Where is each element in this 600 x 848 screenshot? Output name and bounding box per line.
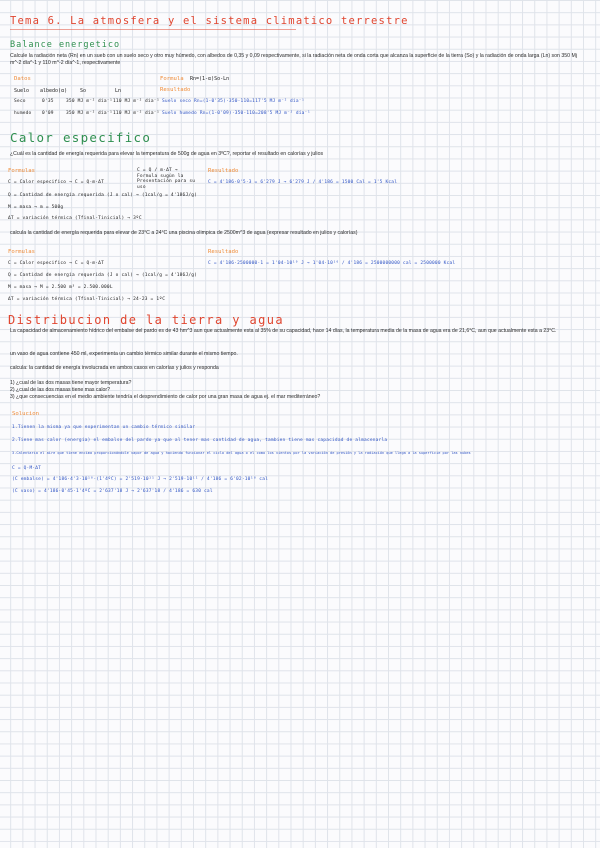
p2-result: C = 4'186·2500000·1 = 1'04·10¹⁰ J → 1'04·10¹⁰ / 4'186 = 2500000000 cal = 2500000 Kcal — [208, 261, 456, 266]
row-seco-so: 350 MJ m⁻² día⁻¹ — [66, 99, 113, 104]
question-2: 2) ¿cual de las dos masas tiene mas calor? — [10, 387, 111, 393]
p2-line-c: C = Calor especifico → C = Q·m·ΔT — [8, 261, 105, 266]
answer-2: 2.Tiene mas calor (energía) el embalse del pardo ya que al tener mas cantidad de agua, tambien tiene mas capacidad de almacenarla — [12, 438, 388, 443]
calc-line-vaso: (C vaso) = 4'186·0'45·1'4ºC = 2'637'18 J → 2'637'18 / 4'186 = 630 cal — [12, 489, 213, 494]
table-header-so: So — [80, 88, 87, 94]
table-header-ln: Ln — [115, 88, 122, 94]
row-humedo-so: 350 MJ m⁻² día⁻¹ — [66, 111, 113, 116]
section2-problem1: ¿Cuál es la cantidad de energía requerida para elevar la temperatura de 500g de agua en 3ºC?, reportar el resultado en calorías y julios — [10, 151, 324, 157]
section1-problem: Calcule la radiación neta (Rn) en un sueb con un suelo seco y otro muy húmedo, con albedos de 0,35 y 0,09 respectivamente, si la radiación neta de onda corta que alcanza la superficie de la tierra (So) y la radiación de onda larga (Ln) son 350 Mj m^-2 día^-1 y 110 m^-2 día^-1, respectivamente — [10, 53, 577, 67]
resultado-label-2: Resultado — [208, 168, 239, 174]
datos-label: Datos — [14, 76, 31, 82]
row-humedo-albedo: 0'09 — [42, 111, 54, 116]
resultado-label-3: Resultado — [208, 249, 239, 255]
result-seco: Suelo seco Rn=(1-0'35)·350-110=117'5 MJ m⁻² día⁻¹ — [162, 99, 305, 104]
row-seco-ln: 110 MJ m⁻² día⁻¹ — [113, 99, 160, 104]
row-seco-albedo: 0'35 — [42, 99, 54, 104]
section3-line2: un vaso de agua contiene 450 ml, experimenta un cambio térmico similar durante el mismo tiempo. — [10, 351, 238, 357]
table-header-albedo: albedo(α) — [40, 88, 68, 94]
row-humedo-suelo: humedo — [14, 111, 32, 116]
title-underline — [10, 29, 296, 30]
result-humedo: Suelo humedo Rn=(1-0'09)·350-110=208'5 MJ m⁻² día⁻¹ — [162, 111, 311, 116]
p2-line-dt: ΔT = variación térmica (Tfinal-Tinicial) → 24-23 = 1ºC — [8, 297, 166, 302]
formulas-label-2: Formulas — [8, 249, 35, 255]
p1-line-q: Q = Cantidad de energía requerida (J o cal) → (1cal/g = 4'186J/g) — [8, 193, 198, 198]
formula-label: Formula — [160, 76, 184, 82]
p1-result: C = 4'186·0'5·3 = 6'279 J → 6'279 J / 4'186 = 1500 Cal = 1'5 Kcal — [208, 180, 398, 185]
formulas-label-1: Formulas — [8, 168, 35, 174]
section3-heading: Distribucion de la tierra y agua — [8, 313, 284, 327]
resultado-label-1: Resultado — [160, 87, 191, 93]
calc-line-embalse: (C embalse) = 4'186·4'3·10¹⁰·(1'4ºC) = 2'519·10¹¹ J → 2'519·10¹¹ / 4'186 = 6'02·10¹⁰ cal — [12, 477, 269, 482]
p1-line-m: M = masa → m = 500g — [8, 205, 64, 210]
p2-line-m: M = masa → M = 2.500 m³ = 2.500.000L — [8, 285, 113, 290]
p1-line-c: C = Calor especifico → C = Q·m·ΔT — [8, 180, 105, 185]
calc-line-formula: C = Q·M·ΔT — [12, 466, 42, 471]
solucion-label: Solucion — [12, 411, 39, 417]
p2-line-q: Q = Cantidad de energía requerida (J o cal) → (1cal/g = 4'186J/g) — [8, 273, 198, 278]
section1-heading: Balance energetico — [10, 40, 121, 50]
p1-line-dt: ΔT = variación térmica (Tfinal-Tinicial) → 3ºC — [8, 216, 142, 221]
question-1: 1) ¿cual de las dos masas tiene mayor temperatura? — [10, 380, 132, 386]
section2-heading: Calor especifico — [10, 130, 152, 145]
table-header-suelo: Suelo — [14, 88, 30, 94]
section3-problem: La capacidad de almacenamiento hídrico del embalse del pardo es de 43 hm^3 aun que actualmente esta al 35% de su capacidad, hace 14 días, la temperatura media de la masa de agua era de 21,6°C, aun que actualmente esta a 23°C. — [10, 328, 557, 334]
formula-text: Rn=(1-α)So-Ln — [190, 76, 230, 82]
section2-problem2: calcula la cantidad de energía requerida para elevar de 23°C a 24°C una piscina olimpica de 2500m^3 de agua (expresar resultado en julios y calorías) — [10, 230, 358, 236]
answer-1: 1.Tienen la misma ya que experimentan un cambio térmico similar — [12, 425, 196, 430]
page-title: Tema 6. La atmosfera y el sistema climatico terrestre — [10, 15, 409, 27]
question-3: 3) ¿que consecuencias en el medio ambiente tendría el desprendimiento de calor por una gran masa de agua ej. el mar mediterráneo? — [10, 394, 321, 400]
section3-line3: calcula: la cantidad de energía involucrada en ambos casos en calorías y julios y responda — [10, 365, 219, 371]
row-seco-suelo: Seco — [14, 99, 26, 104]
answer-3: 3.Calentaría el aire que tiene encima proporcionándole vapor de agua y haciendo funcionar el ciclo del agua o el como los vientos por la variación de presión y la radiación que llega a la superficie por las nubes — [12, 451, 471, 455]
formula-box: C = Q / m·ΔT → Formula sugún la Presentación para su uso — [137, 168, 196, 190]
row-humedo-ln: 110 MJ m⁻² día⁻¹ — [113, 111, 160, 116]
